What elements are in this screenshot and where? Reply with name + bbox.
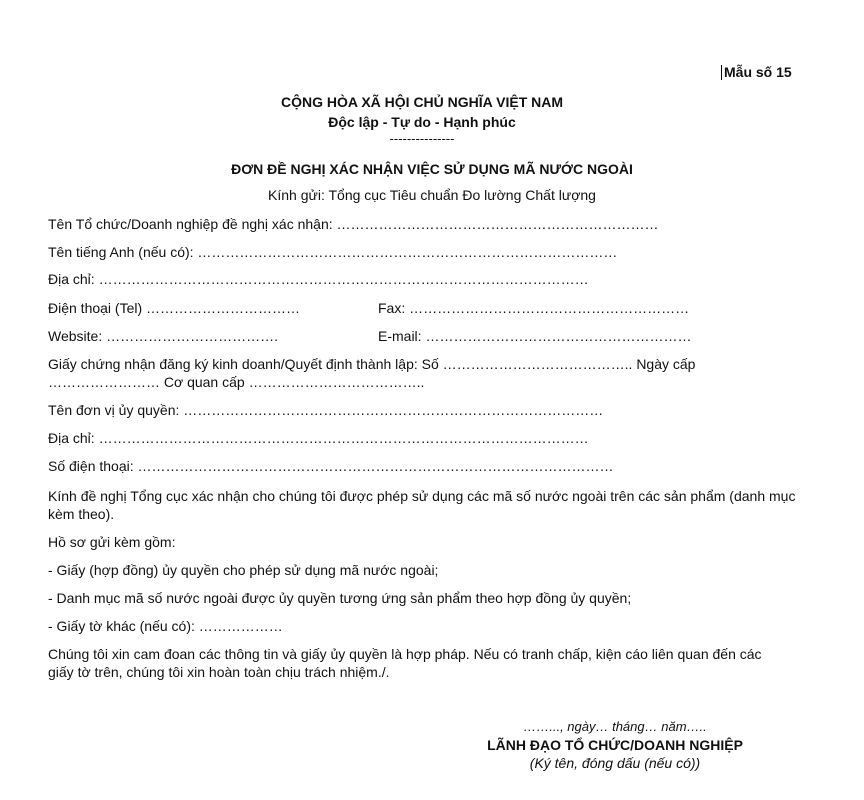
field-authorized-address: Địa chỉ: …………………………………………………………………………………………… <box>48 430 589 446</box>
header-separator: --------------- <box>389 131 455 146</box>
signature-date: ……..., ngày… tháng… năm….. <box>523 719 707 734</box>
field-address: Địa chỉ: …………………………………………………………………………………………… <box>48 271 589 287</box>
field-license-line1: Giấy chứng nhận đăng ký kinh doanh/Quyết định thành lập: Số ………………………………….. Ngày cấp <box>48 356 696 372</box>
recipient: Kính gửi: Tổng cục Tiêu chuẩn Đo lường Chất lượng <box>268 187 596 203</box>
motto: Độc lập - Tự do - Hạnh phúc <box>328 114 516 130</box>
text-cursor <box>721 65 722 80</box>
field-license-line2: …………………… Cơ quan cấp ……………………………….. <box>48 374 425 390</box>
field-english-name: Tên tiếng Anh (nếu có): ……………………………………………………………………………… <box>48 244 618 260</box>
attachments-heading: Hồ sơ gửi kèm gồm: <box>48 534 176 550</box>
signature-note: (Ký tên, đóng dấu (nếu có)) <box>529 755 701 771</box>
attachment-item: - Giấy (hợp đồng) ủy quyền cho phép sử dụng mã nước ngoài; <box>48 562 439 578</box>
field-email: E-mail: ………………………………………………… <box>378 328 692 344</box>
field-authorized-phone: Số điện thoại: ………………………………………………………………………………………… <box>48 458 614 474</box>
attachment-item: - Danh mục mã số nước ngoài được ủy quyền tương ứng sản phẩm theo hợp đồng ủy quyền; <box>48 590 632 606</box>
field-fax: Fax: …………………………………………………… <box>378 300 690 316</box>
signature-role: LÃNH ĐẠO TỔ CHỨC/DOANH NGHIỆP <box>487 737 743 753</box>
request-paragraph: Kính đề nghị Tổng cục xác nhận cho chúng tôi được phép sử dụng các mã số nước ngoài trên các sản phẩm (danh mục kèm theo). <box>48 488 796 522</box>
field-authorized-unit: Tên đơn vị ủy quyền: ……………………………………………………………………………… <box>48 402 604 418</box>
country-name: CỘNG HÒA XÃ HỘI CHỦ NGHĨA VIỆT NAM <box>280 94 564 110</box>
form-title: ĐƠN ĐỀ NGHỊ XÁC NHẬN VIỆC SỬ DỤNG MÃ NƯỚC NGOÀI <box>231 161 633 177</box>
commitment-paragraph: Chúng tôi xin cam đoan các thông tin và giấy ủy quyền là hợp pháp. Nếu có tranh chấp, kiện cáo liên quan đến các giấy tờ trên, chúng tôi xin hoàn toàn chịu trách nhiệm./. <box>48 646 762 680</box>
field-website: Website: ………………………………. <box>48 328 278 344</box>
attachment-item: - Giấy tờ khác (nếu có): ……………… <box>48 618 283 634</box>
form-number: Mẫu số 15 <box>724 64 792 80</box>
field-org-name: Tên Tổ chức/Doanh nghiệp đề nghị xác nhận: …………………………………………………………… <box>48 216 659 232</box>
field-phone: Điện thoại (Tel) …………………………… <box>48 300 301 316</box>
